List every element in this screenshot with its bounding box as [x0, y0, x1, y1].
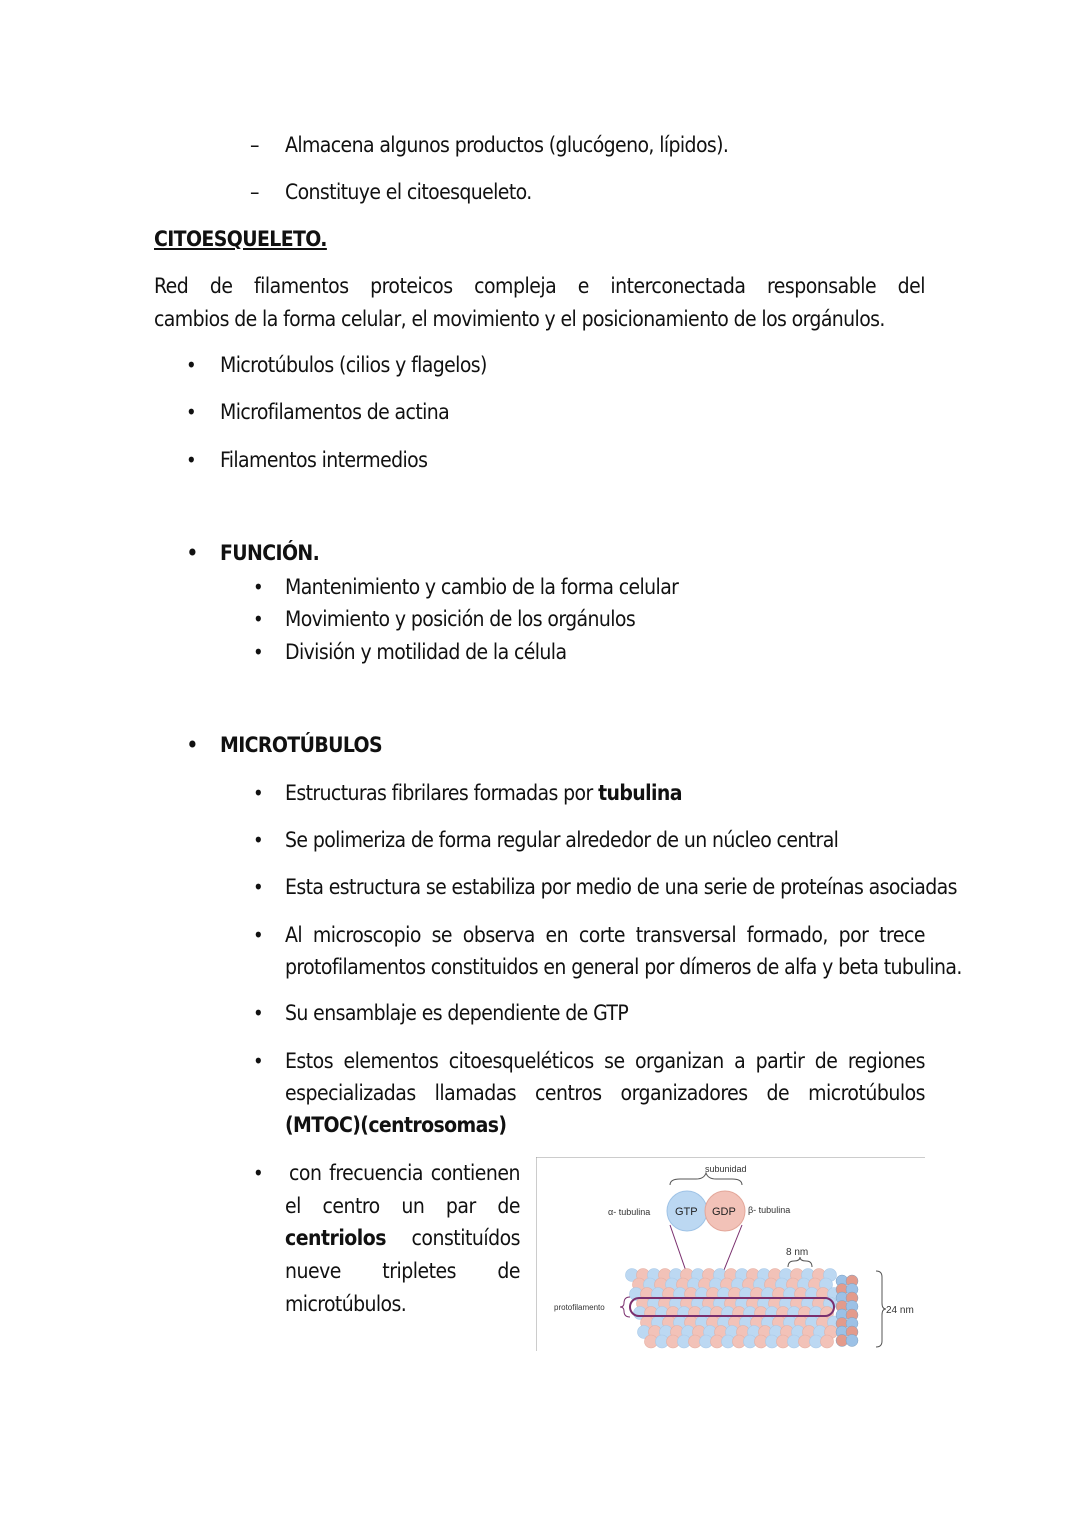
bullet: •	[186, 353, 197, 377]
tubulin-cap-sphere	[846, 1335, 858, 1347]
section-heading-microtubulos: MICROTÚBULOS	[220, 733, 383, 757]
definition-line: cambios de la forma celular, el movimiento y el posicionamiento de los orgánulos.	[154, 307, 885, 331]
microtubule-diagram	[536, 1157, 925, 1351]
list-item: Almacena algunos productos (glucógeno, lípidos).	[285, 133, 729, 157]
bullet: •	[253, 1161, 264, 1185]
list-item: Filamentos intermedios	[220, 448, 428, 472]
section-heading-citoesqueleto: CITOESQUELETO.	[154, 227, 327, 251]
list-item: Microtúbulos (cilios y flagelos)	[220, 353, 487, 377]
definition-line: Red de filamentos proteicos compleja e interconectada responsable del	[154, 274, 925, 298]
list-item-bold: (MTOC)(centrosomas)	[285, 1113, 507, 1137]
list-item-line: especializadas llamadas centros organizadores de microtúbulos	[285, 1081, 925, 1105]
bullet: •	[186, 448, 197, 472]
bullet: •	[186, 400, 197, 424]
alpha-tubulin-label: α- tubulina	[608, 1207, 651, 1217]
bullet: •	[253, 575, 264, 599]
list-item: Estructuras fibrilares formadas por tubulina	[285, 781, 682, 805]
list-item: Constituye el citoesqueleto.	[285, 180, 532, 204]
dash-marker: –	[250, 180, 260, 204]
list-item-line: el centro un par de	[285, 1194, 520, 1218]
bullet: •	[253, 607, 264, 631]
list-item-line: Al microscopio se observa en corte transversal formado, por trece	[285, 923, 925, 947]
dash-marker: –	[250, 133, 260, 157]
bullet: •	[253, 1049, 264, 1073]
tubulin-sphere	[821, 1335, 834, 1348]
protofilament-label: protofilamento	[554, 1303, 605, 1312]
list-item: Esta estructura se estabiliza por medio de una serie de proteínas asociadas	[285, 875, 957, 899]
gtp-label: GTP	[675, 1206, 698, 1218]
subunit-label: subunidad	[705, 1164, 747, 1174]
bullet: •	[253, 828, 264, 852]
beta-tubulin-label: β- tubulina	[748, 1205, 791, 1215]
list-item-line: con frecuencia contienen	[289, 1161, 520, 1185]
list-item-line: centriolos constituídos	[285, 1226, 520, 1250]
list-item: Se polimeriza de forma regular alrededor de un núcleo central	[285, 828, 839, 852]
section-heading-funcion: FUNCIÓN.	[220, 541, 320, 565]
bullet: •	[253, 640, 264, 664]
bullet: •	[253, 875, 264, 899]
list-item: Mantenimiento y cambio de la forma celular	[285, 575, 679, 599]
size-8nm-label: 8 nm	[786, 1247, 809, 1258]
list-item-line: protofilamentos constituidos en general por dímeros de alfa y beta tubulina.	[285, 955, 962, 979]
bullet: •	[186, 539, 199, 567]
size-24nm-label: 24 nm	[886, 1305, 914, 1316]
list-item: Microfilamentos de actina	[220, 400, 450, 424]
list-item-line: Estos elementos citoesqueléticos se organizan a partir de regiones	[285, 1049, 925, 1073]
list-item: Su ensamblaje es dependiente de GTP	[285, 1001, 629, 1025]
microtubule-body	[626, 1269, 859, 1349]
list-item-line: microtúbulos.	[285, 1292, 407, 1316]
gdp-label: GDP	[712, 1206, 736, 1218]
bullet: •	[253, 923, 264, 947]
list-item: Movimiento y posición de los orgánulos	[285, 607, 636, 631]
bullet: •	[253, 1001, 264, 1025]
list-item-line: nueve tripletes de	[285, 1259, 520, 1283]
microtubule-figure	[536, 1157, 925, 1351]
list-item: División y motilidad de la célula	[285, 640, 567, 664]
bullet: •	[186, 731, 199, 759]
bullet: •	[253, 781, 264, 805]
